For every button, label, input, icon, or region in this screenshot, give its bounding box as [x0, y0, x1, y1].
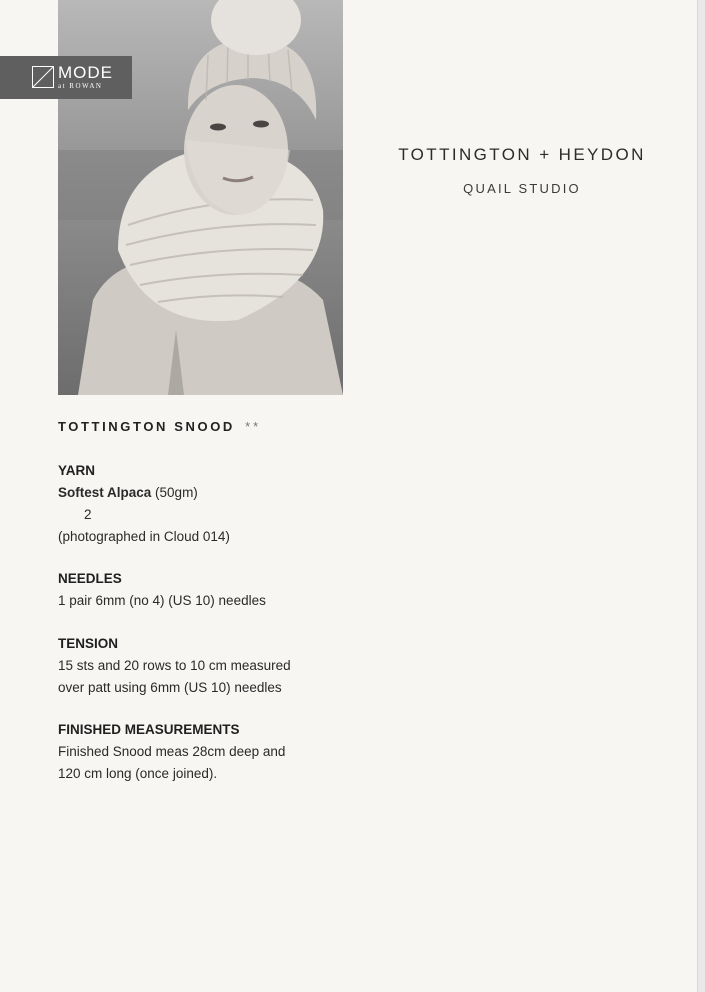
yarn-colour-note: (photographed in Cloud 014) — [58, 529, 230, 544]
yarn-weight: (50gm) — [155, 485, 198, 500]
measurements-heading: FINISHED MEASUREMENTS — [58, 722, 240, 737]
needles-line: 1 pair 6mm (no 4) (US 10) needles — [58, 593, 266, 608]
needles-heading: NEEDLES — [58, 571, 122, 586]
measurements-line-2: 120 cm long (once joined). — [58, 766, 218, 781]
pattern-title — [58, 419, 261, 434]
yarn-line — [58, 482, 230, 504]
logo-subtitle: at ROWAN — [58, 82, 103, 90]
yarn-section — [58, 460, 230, 548]
tension-line-1: 15 sts and 20 rows to 10 cm measured — [58, 658, 291, 673]
measurements-section — [58, 719, 285, 785]
logo-mark-icon — [32, 66, 54, 88]
tension-line-2: over patt using 6mm (US 10) needles — [58, 680, 282, 695]
logo-word: MODE — [58, 63, 113, 82]
yarn-quantity: 2 — [84, 507, 92, 522]
yarn-name: Softest Alpaca — [58, 485, 152, 500]
designer-name: QUAIL STUDIO — [463, 181, 581, 196]
yarn-heading: YARN — [58, 463, 96, 478]
pattern-name: TOTTINGTON SNOOD — [58, 419, 235, 434]
needles-section — [58, 568, 266, 612]
design-title: TOTTINGTON + HEYDON — [398, 145, 646, 164]
difficulty-rating: ** — [245, 419, 262, 434]
tension-section — [58, 633, 291, 699]
measurements-line-1: Finished Snood meas 28cm deep and — [58, 744, 286, 759]
tension-heading: TENSION — [58, 636, 119, 651]
mode-at-rowan-logo — [0, 56, 132, 99]
